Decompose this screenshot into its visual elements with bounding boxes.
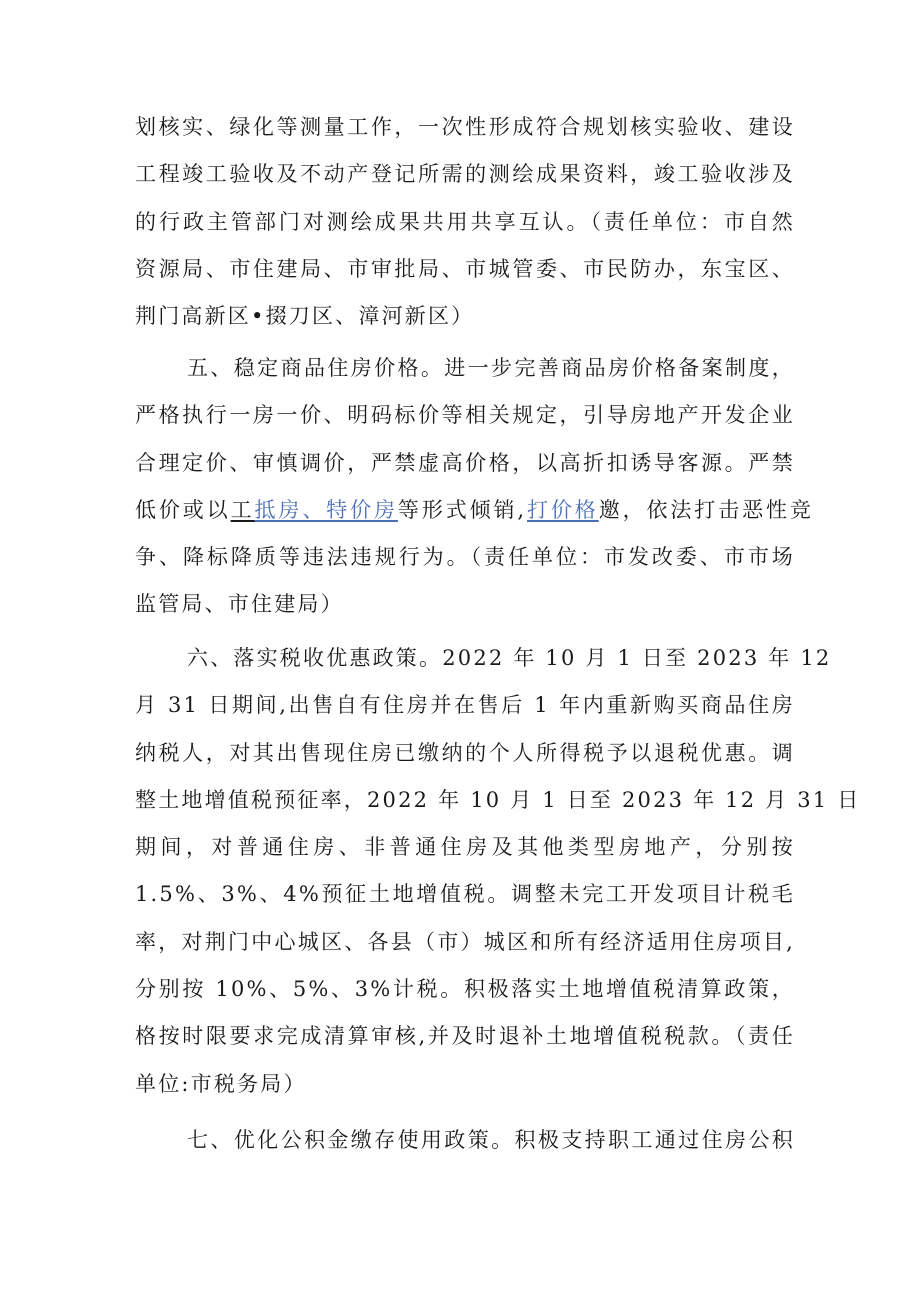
hyperlink-special-price-housing[interactable]: 抵房、特价房 [254,497,398,522]
section-heading-line: 五、稳定商品住房价格。进一步完善商品房价格备案制度， [187,356,795,380]
text-fragment: 邀，依法打击恶性竞 [598,497,814,522]
text-fragment: 低价或以 [135,497,231,522]
text-line: 纳税人，对其出售现住房已缴纳的个人所得税予以退税优惠。调 [135,740,795,765]
text-fragment: 等形式倾销, [397,497,527,522]
section-heading-line: 七、优化公积金缴存使用政策。积极支持职工通过住房公积 [187,1128,795,1152]
section-heading-line: 六、落实税收优惠政策。2022 年 10 月 1 日至 2023 年 12 [187,646,832,670]
hyperlink-price[interactable]: 打价格 [527,497,599,522]
text-line: 监管局、市住建局） [135,592,344,617]
text-line: 严格执行一房一价、明码标价等相关规定，引导房地产开发企业 [135,403,795,428]
paragraph-section-4-tail [135,104,795,340]
text-line: 荆门高新区•掇刀区、漳河新区） [135,304,475,329]
paragraph-section-5 [135,345,814,629]
text-line: 月 31 日期间,出售自有住房并在售后 1 年内重新购买商品住房 [135,693,795,718]
text-line: 整土地增值税预征率，2022 年 10 月 1 日至 2023 年 12 月 31 日 [135,787,861,812]
text-line-with-links [135,487,814,534]
text-line: 率，对荆门中心城区、各县（市）城区和所有经济适用住房项目, [135,929,795,954]
paragraph-section-7 [135,1117,795,1164]
text-line: 单位:市税务局） [135,1071,307,1096]
text-line: 合理定价、审慎调价，严禁虚高价格，以高折扣诱导客源。严禁 [135,450,795,475]
text-line: 划核实、绿化等测量工作，一次性形成符合规划核实验收、建设 [135,115,795,139]
underlined-fragment: 工 [230,497,255,522]
text-line: 的行政主管部门对测绘成果共用共享互认。（责任单位：市自然 [135,209,795,234]
text-line: 争、降标降质等违法违规行为。（责任单位：市发改委、市市场 [135,545,795,570]
text-line: 1.5%、3%、4%预征土地增值税。调整未完工开发项目计税毛 [135,882,795,907]
text-line: 格按时限要求完成清算审核,并及时退补土地增值税税款。（责任 [135,1024,795,1049]
text-line: 期间，对普通住房、非普通住房及其他类型房地产，分别按 [135,835,795,860]
text-line: 工程竣工验收及不动产登记所需的测绘成果资料，竣工验收涉及 [135,162,795,187]
text-line: 分别按 10%、5%、3%计税。积极落实土地增值税清算政策， [135,977,795,1002]
text-line: 资源局、市住建局、市审批局、市城管委、市民防办，东宝区、 [135,256,795,281]
paragraph-section-6 [135,635,861,1108]
